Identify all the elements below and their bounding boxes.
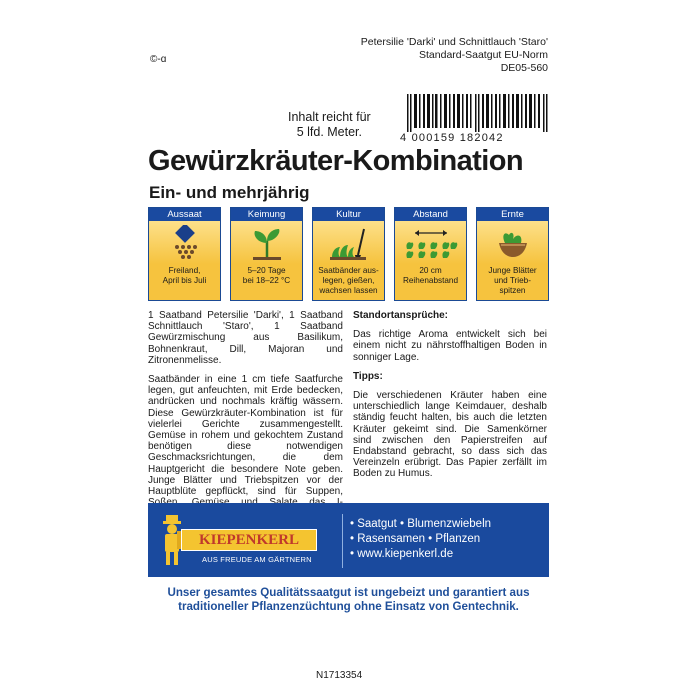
quality-statement: [148, 586, 549, 614]
card-picture: [313, 221, 384, 264]
card-text-line: Junge Blätter: [488, 266, 537, 275]
herb-bowl-icon: [493, 225, 533, 261]
seed-bag-icon: [165, 225, 205, 261]
barcode-icon: [407, 94, 550, 132]
banner-divider: [342, 514, 343, 568]
card-header: Aussaat: [149, 208, 220, 221]
brand-banner: [148, 503, 549, 577]
card-header: Abstand: [395, 208, 466, 221]
article-number: N1713354: [316, 670, 363, 681]
seed-standard: Standard-Saatgut EU-Norm: [419, 49, 548, 61]
amount-line-2: 5 lfd. Meter.: [296, 125, 362, 139]
sprout-icon: [247, 225, 287, 261]
card-text-line: spitzen: [499, 286, 526, 295]
location-heading: Standortansprüche:: [353, 310, 449, 321]
amount-line-1: Inhalt reicht für: [288, 110, 371, 124]
location-paragraph: Das richtige Aroma entwickelt sich bei einem nicht zu nährstoffhaltigen Boden in sonniger Lage.: [353, 329, 547, 363]
product-subtitle: Ein- und mehrjährig: [149, 183, 310, 202]
product-variety: Petersilie 'Darki' und Schnittlauch 'Staro': [360, 36, 548, 48]
row-distance-icon: [401, 225, 461, 261]
card-text: [231, 264, 302, 286]
card-text: [477, 264, 548, 296]
card-text-line: April bis Juli: [162, 276, 207, 285]
watering-can-icon: [326, 225, 372, 261]
copyright-mark: ©-ɑ: [150, 54, 167, 65]
card-text-line: Saatbänder aus-: [318, 266, 379, 275]
card-abstand: [394, 207, 467, 301]
brand-tagline: AUS FREUDE AM GÄRTNERN: [202, 555, 312, 564]
card-ernte: [476, 207, 549, 301]
product-range-item: • Rasensamen • Pflanzen: [350, 533, 481, 545]
tips-heading: Tipps:: [353, 370, 383, 382]
tips-paragraph: Die verschiedenen Kräuter haben eine unterschiedlich lange Keimdauer, deshalb ständig feucht halten, bis auch die letzten Kräuter gekeimt sind. Die Samenkörner sind zwischen den Papierstreifen auf Endabstand gebracht, so dass sich das Vereinzeln erübrigt. Das Papier zerfällt im Boden zu Humus.: [353, 390, 547, 480]
card-text-line: legen, gießen,: [322, 276, 375, 285]
card-text: [313, 264, 384, 296]
card-picture: [149, 221, 220, 264]
card-aussaat: [148, 207, 221, 301]
card-text-line: bei 18–22 °C: [242, 276, 291, 285]
card-text-line: 5–20 Tage: [247, 266, 286, 275]
product-info: [361, 36, 548, 75]
content-amount: [288, 110, 371, 140]
card-text-line: Reihenabstand: [402, 276, 459, 285]
card-text: [395, 264, 466, 286]
statement-line: Unser gesamtes Qualitätssaatgut ist ungebeizt und garantiert aus: [167, 586, 530, 599]
card-picture: [395, 221, 466, 264]
card-text-line: und Trieb-: [494, 276, 531, 285]
barcode-number: 4 000159 182042: [400, 132, 504, 144]
card-text-line: Freiland,: [168, 266, 201, 275]
card-picture: [231, 221, 302, 264]
card-header: Ernte: [477, 208, 548, 221]
product-title: Gewürzkräuter-Kombination: [148, 145, 523, 177]
card-picture: [477, 221, 548, 264]
description-column: [148, 310, 343, 528]
product-range-list: [350, 517, 491, 562]
card-text-line: 20 cm: [419, 266, 442, 275]
product-range-item: • Saatgut • Blumenzwiebeln: [350, 518, 492, 530]
card-header: Kultur: [313, 208, 384, 221]
brand-logo: KIEPENKERL: [181, 529, 317, 551]
certification-code: DE05-560: [500, 62, 548, 74]
card-text-line: wachsen lassen: [319, 286, 378, 295]
tips-column: [353, 310, 547, 488]
contents-paragraph: 1 Saatband Petersilie 'Darki', 1 Saatband Schnittlauch 'Staro', 1 Saatband Gewürzmischung aus Basilikum, Bohnenkraut, Dill, Majoran und Zitronenmelisse.: [148, 310, 343, 366]
website-link[interactable]: • www.kiepenkerl.de: [350, 548, 454, 560]
cultivation-info-cards: [148, 207, 549, 302]
card-header: Keimung: [231, 208, 302, 221]
card-kultur: [312, 207, 385, 301]
sowing-paragraph: Saatbänder in eine 1 cm tiefe Saatfurche legen, gut anfeuchten, mit Erde bedecken, andrücken und nochmals kräftig wässern. Diese Gewürzkräuter-Kombination ist für vielerlei Gerichte zusammengestellt. Gemüse in rohem und gekochtem Zustand benötigen diese notwendigen Geschmacksrichtungen, die dem Hauptgericht die besondere Note geben. Junge Blätter und Triebspitzen vor der Hauptblüte gepflückt, sind für Suppen,: [148, 374, 343, 498]
statement-line: traditioneller Pflanzenzüchtung ohne Einsatz von Gentechnik.: [178, 600, 519, 613]
card-text: [149, 264, 220, 286]
card-keimung: [230, 207, 303, 301]
